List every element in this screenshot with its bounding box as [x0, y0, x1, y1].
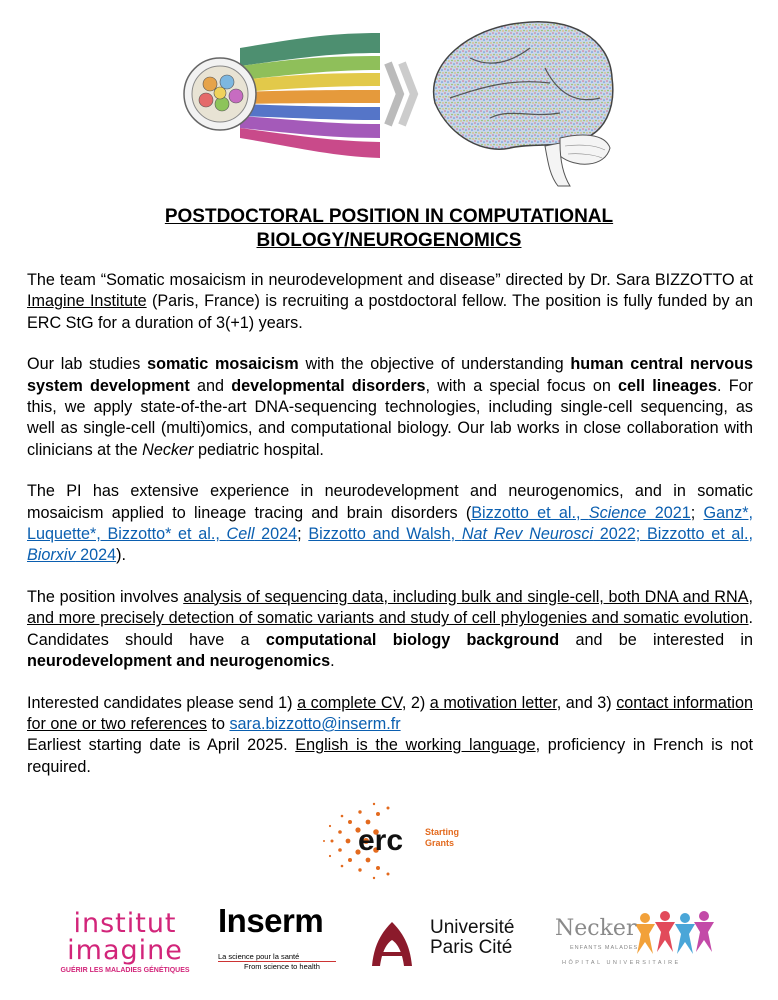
ref-science-2021-link[interactable]: Bizzotto et al., Science 2021 — [471, 503, 691, 522]
body-text — [27, 270, 753, 778]
page-title — [60, 205, 718, 253]
ref-natrev-biorxiv-link[interactable]: Bizzotto and Walsh, Nat Rev Neurosci 2022; Bizzotto et al., Biorxiv 2024 — [27, 525, 753, 565]
paragraph-team: The team “Somatic mosaicism in neurodevelopment and disease” directed by Dr. Sara BIZZOTTO at Imagine Institute (Paris, France) is recruiting a postdoctoral fellow. The position is fully funded by an ERC StG for a duration of 3(+1) years. — [27, 271, 754, 332]
erc-wordmark: erc — [358, 824, 404, 857]
paragraph-pi: The PI has extensive experience in neurodevelopment and neurogenomics, and in somatic mosaicism applied to lineage tracing and brain disorders (Bizzotto et al., Science 2021; Ganz*, Luquette*, Bizzotto* et al., Cell 2024; Bizzotto and Walsh, Nat Rev Neurosci 2022; Bizzotto et al., Biorxiv 2024). — [27, 482, 754, 565]
paragraph-position: The position involves analysis of sequencing data, including bulk and single-cell, both DNA and RNA, and more precisely detection of somatic variants and study of cell phylogenies and somatic evolution. Candidates should have a computational biology background and be interested in neurodevelopment and neurogenomics. — [27, 587, 753, 671]
paragraph-start-date: Earliest starting date is April 2025. English is the working language, proficiency in French is not required. — [27, 736, 754, 776]
inserm-logo: Inserm La science pour la santé From science to health — [218, 902, 338, 971]
ref-cell-2024-link[interactable]: Ganz*, Luquette*, Bizzotto* et al., Cell 2024 — [27, 503, 754, 544]
paragraph-apply: Interested candidates please send 1) a complete CV, 2) a motivation letter, and 3) contact information for one or two references to sara.bizzotto@inserm.fr — [27, 693, 753, 733]
necker-bottom-text: HÔPITAL UNIVERSITAIRE — [562, 960, 681, 966]
paragraph-lab: Our lab studies somatic mosaicism with the objective of understanding human central nervous system development and developmental disorders, with a special focus on cell lineages. For this, we apply state-of-the-art DNA-sequencing technologies, including single-cell sequencing, as well as single-cell (multi)omics, and computational biology. Our lab works in close collaboration with clinicians at the Necker pediatric hospital. — [27, 355, 753, 459]
institut-imagine-logo: institut imagine GUÉRIR LES MALADIES GÉNÉTIQUES — [60, 908, 190, 974]
title-line-1: POSTDOCTORAL POSITION IN COMPUTATIONAL — [164, 206, 614, 227]
email-link[interactable]: sara.bizzotto@inserm.fr — [229, 714, 401, 733]
partner-logos — [0, 900, 778, 1000]
universite-paris-cite-text: Université Paris Cité — [430, 917, 515, 958]
header-brain-illustration — [150, 8, 620, 188]
erc-subtitle: Starting Grants — [425, 827, 460, 848]
imagine-institute-link[interactable]: Imagine Institute — [27, 292, 147, 311]
necker-name: Necker — [555, 916, 637, 941]
title-line-2: BIOLOGY/NEUROGENOMICS — [256, 230, 522, 251]
necker-subtitle: ENFANTS MALADES — [570, 945, 639, 951]
